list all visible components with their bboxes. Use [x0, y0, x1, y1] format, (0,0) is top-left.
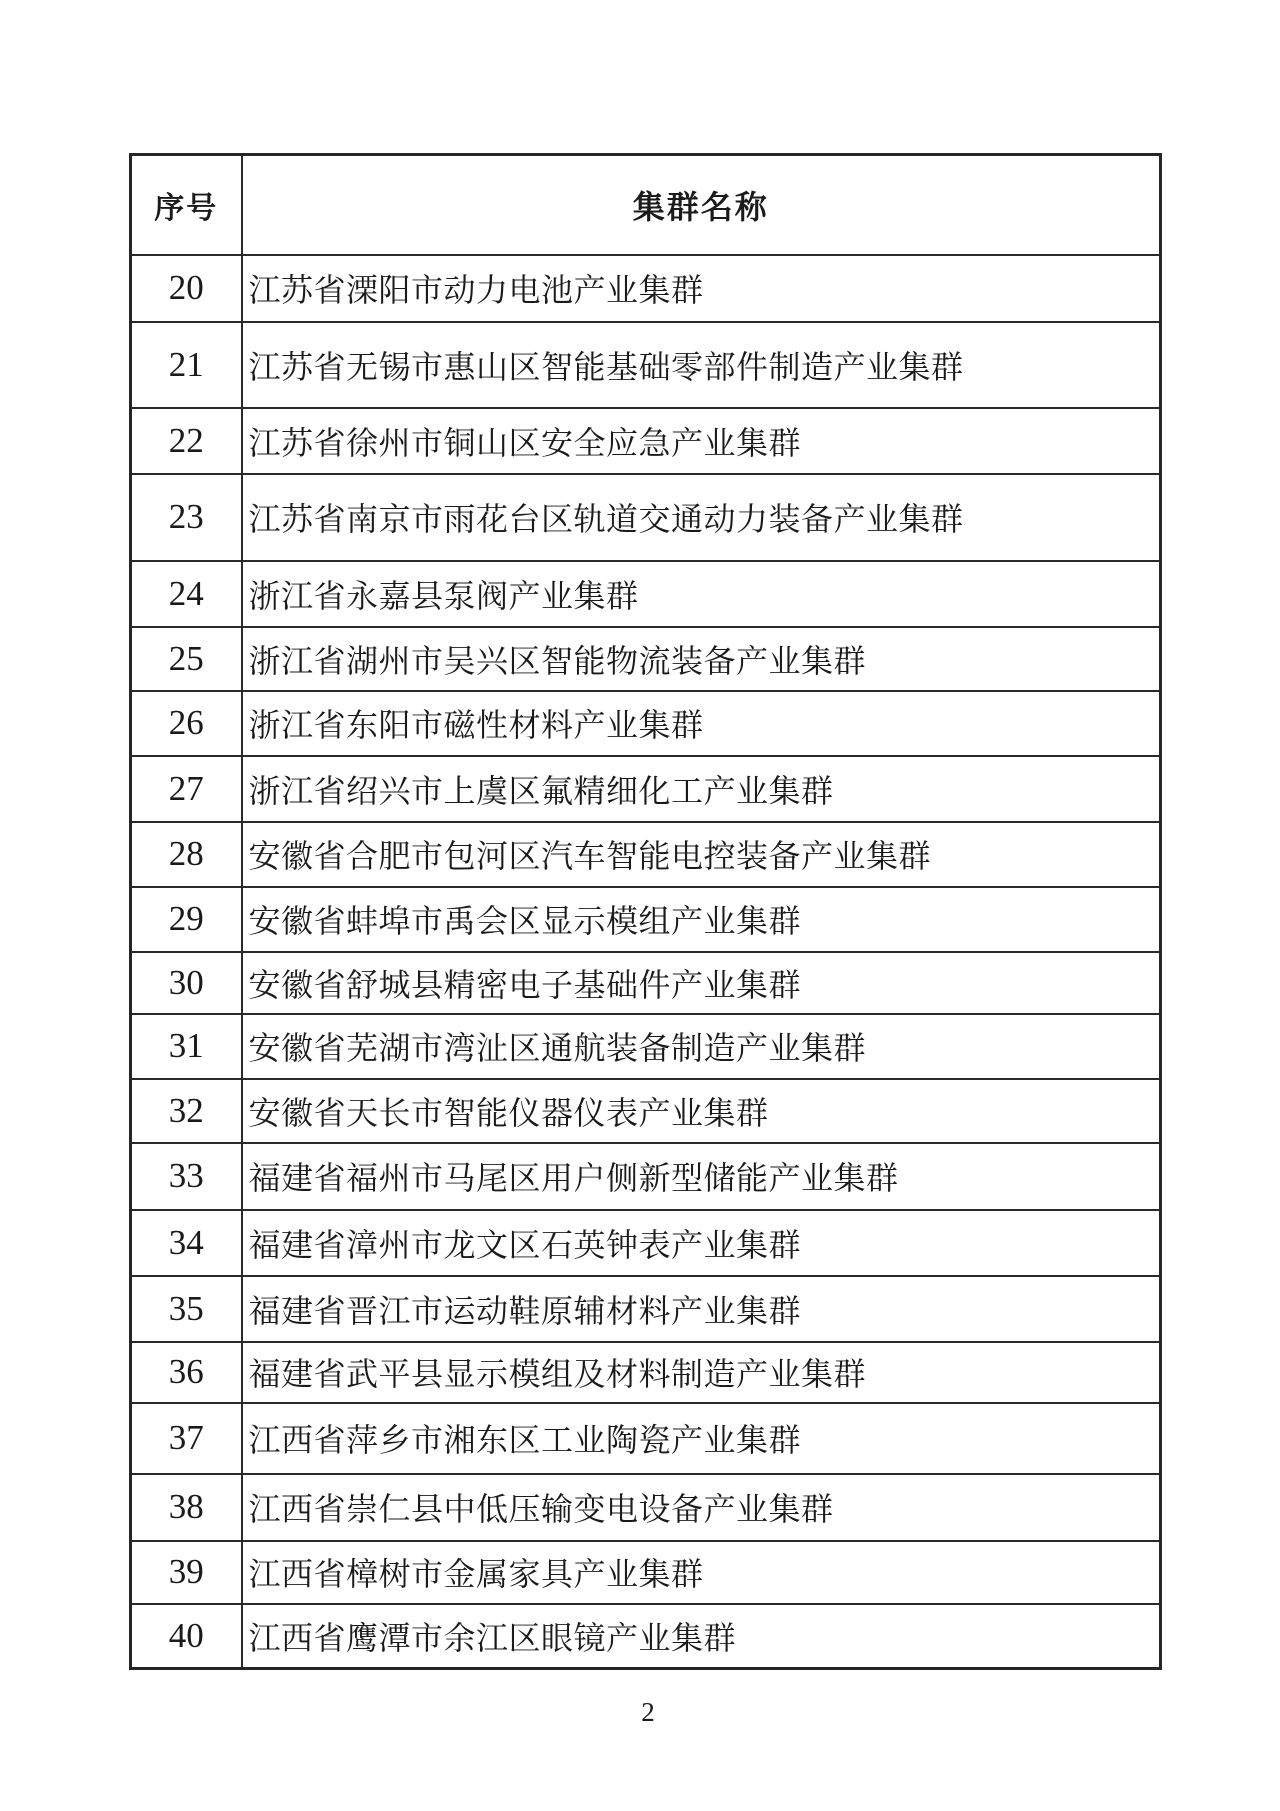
- row-index-cell: 32: [131, 1079, 242, 1143]
- cluster-name-cell: 安徽省天长市智能仪器仪表产业集群: [242, 1079, 1161, 1143]
- table-row: [131, 1210, 1161, 1276]
- cluster-name-cell: 浙江省绍兴市上虞区氟精细化工产业集群: [242, 756, 1161, 822]
- row-index-cell: 27: [131, 756, 242, 822]
- cluster-name-cell: 福建省晋江市运动鞋原辅材料产业集群: [242, 1276, 1161, 1342]
- table-header-row: [131, 155, 1161, 255]
- table-row: [131, 1474, 1161, 1541]
- table-row: [131, 322, 1161, 408]
- row-index-cell: 39: [131, 1541, 242, 1604]
- cluster-name-cell: 江苏省徐州市铜山区安全应急产业集群: [242, 408, 1161, 474]
- row-index-cell: 22: [131, 408, 242, 474]
- table-row: [131, 1403, 1161, 1474]
- row-index-cell: 25: [131, 627, 242, 691]
- row-index-cell: 40: [131, 1604, 242, 1669]
- cluster-name-cell: 安徽省合肥市包河区汽车智能电控装备产业集群: [242, 822, 1161, 887]
- cluster-name-cell: 江西省鹰潭市余江区眼镜产业集群: [242, 1604, 1161, 1669]
- row-index-cell: 31: [131, 1014, 242, 1079]
- table-row: [131, 408, 1161, 474]
- table-row: [131, 561, 1161, 627]
- table-row: [131, 1342, 1161, 1403]
- table-row: [131, 756, 1161, 822]
- table-row: [131, 1541, 1161, 1604]
- cluster-name-cell: 安徽省舒城县精密电子基础件产业集群: [242, 952, 1161, 1014]
- row-index-cell: 29: [131, 887, 242, 952]
- table-row: [131, 474, 1161, 561]
- column-header-index: 序号: [131, 155, 242, 255]
- table-row: [131, 822, 1161, 887]
- table-row: [131, 627, 1161, 691]
- cluster-name-cell: 浙江省永嘉县泵阀产业集群: [242, 561, 1161, 627]
- cluster-name-cell: 福建省福州市马尾区用户侧新型储能产业集群: [242, 1143, 1161, 1210]
- table-row: [131, 1143, 1161, 1210]
- table-row: [131, 952, 1161, 1014]
- table-row: [131, 887, 1161, 952]
- table-row: [131, 1276, 1161, 1342]
- cluster-name-cell: 浙江省湖州市吴兴区智能物流装备产业集群: [242, 627, 1161, 691]
- cluster-name-cell: 江苏省南京市雨花台区轨道交通动力装备产业集群: [242, 474, 1161, 561]
- cluster-name-cell: 浙江省东阳市磁性材料产业集群: [242, 691, 1161, 756]
- row-index-cell: 35: [131, 1276, 242, 1342]
- cluster-name-cell: 安徽省蚌埠市禹会区显示模组产业集群: [242, 887, 1161, 952]
- row-index-cell: 28: [131, 822, 242, 887]
- row-index-cell: 30: [131, 952, 242, 1014]
- row-index-cell: 23: [131, 474, 242, 561]
- cluster-name-cell: 福建省武平县显示模组及材料制造产业集群: [242, 1342, 1161, 1403]
- table-row: [131, 1079, 1161, 1143]
- row-index-cell: 20: [131, 255, 242, 322]
- table-row: [131, 691, 1161, 756]
- table-row: [131, 1604, 1161, 1669]
- row-index-cell: 24: [131, 561, 242, 627]
- cluster-name-cell: 安徽省芜湖市湾沚区通航装备制造产业集群: [242, 1014, 1161, 1079]
- table-row: [131, 255, 1161, 322]
- column-header-cluster-name: 集群名称: [242, 155, 1161, 255]
- cluster-name-cell: 江西省樟树市金属家具产业集群: [242, 1541, 1161, 1604]
- table-row: [131, 1014, 1161, 1079]
- row-index-cell: 36: [131, 1342, 242, 1403]
- page-number: 2: [641, 1697, 655, 1727]
- cluster-name-cell: 江西省萍乡市湘东区工业陶瓷产业集群: [242, 1403, 1161, 1474]
- row-index-cell: 21: [131, 322, 242, 408]
- cluster-name-cell: 福建省漳州市龙文区石英钟表产业集群: [242, 1210, 1161, 1276]
- row-index-cell: 26: [131, 691, 242, 756]
- table-body: [131, 255, 1161, 1669]
- cluster-name-cell: 江西省崇仁县中低压输变电设备产业集群: [242, 1474, 1161, 1541]
- row-index-cell: 33: [131, 1143, 242, 1210]
- cluster-name-cell: 江苏省溧阳市动力电池产业集群: [242, 255, 1161, 322]
- row-index-cell: 38: [131, 1474, 242, 1541]
- cluster-name-cell: 江苏省无锡市惠山区智能基础零部件制造产业集群: [242, 322, 1161, 408]
- cluster-list-table: [129, 153, 1162, 1670]
- row-index-cell: 37: [131, 1403, 242, 1474]
- row-index-cell: 34: [131, 1210, 242, 1276]
